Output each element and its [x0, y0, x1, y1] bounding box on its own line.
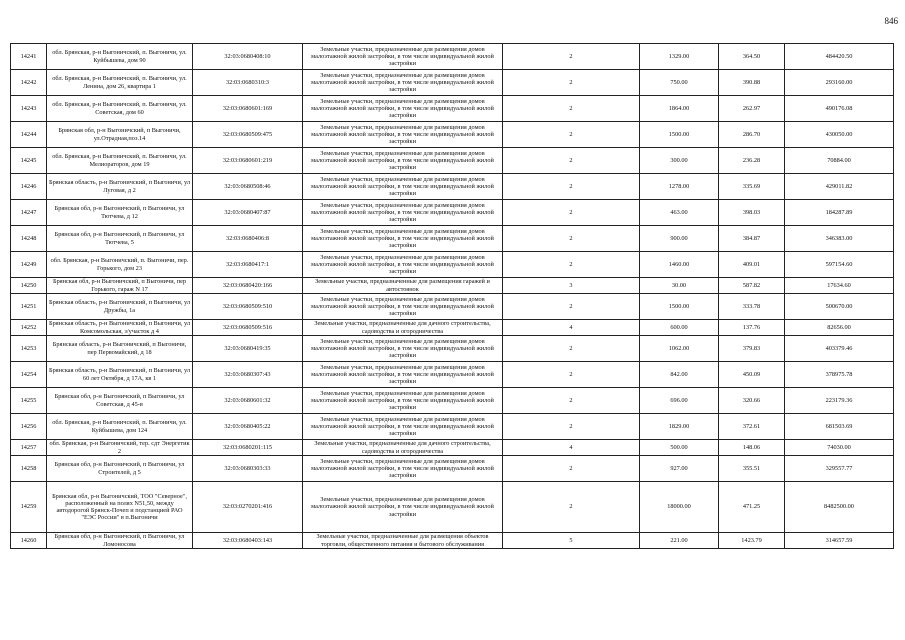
cadastral-value-cell: 314657.59 [785, 533, 894, 549]
group-cell: 2 [503, 44, 640, 70]
area-cell: 463.00 [640, 200, 719, 226]
area-cell: 1864.00 [640, 96, 719, 122]
address-cell: Брянская обл, р-н Выгоничский, п Выгоничи, ул Советская, д 45-в [47, 388, 193, 414]
address-cell: Брянская область, р-н Выгоничский, п Выгоничи, ул 60 лет Октября, д 17А, кв 1 [47, 362, 193, 388]
row-id-cell: 14250 [11, 278, 47, 294]
table-row [11, 174, 894, 200]
row-id-cell: 14254 [11, 362, 47, 388]
group-cell: 2 [503, 122, 640, 148]
group-cell: 2 [503, 456, 640, 482]
rate-cell: 379.83 [719, 336, 785, 362]
address-cell: Брянская область, р-н Выгоничский, п Выгоничи, ул Комсомольская, з/участок д 4 [47, 320, 193, 336]
table-body [11, 44, 894, 549]
row-id-cell: 14258 [11, 456, 47, 482]
rate-cell: 587.82 [719, 278, 785, 294]
table-row [11, 388, 894, 414]
group-cell: 2 [503, 414, 640, 440]
cadastral-value-cell: 681503.69 [785, 414, 894, 440]
address-cell: Брянская обл, р-н Выгоничский, п Выгоничи, ул Строителей, д 5 [47, 456, 193, 482]
area-cell: 842.00 [640, 362, 719, 388]
area-cell: 927.00 [640, 456, 719, 482]
address-cell: обл. Брянская, р-н Выгоничский, п. Выгоничи, ул. Ленина, дом 26, квартира 1 [47, 70, 193, 96]
table-row [11, 414, 894, 440]
row-id-cell: 14243 [11, 96, 47, 122]
rate-cell: 236.28 [719, 148, 785, 174]
rate-cell: 384.87 [719, 226, 785, 252]
row-id-cell: 14241 [11, 44, 47, 70]
table-row [11, 294, 894, 320]
table-row [11, 226, 894, 252]
area-cell: 18000.00 [640, 482, 719, 533]
address-cell: Брянская обл, р-н Выгоничский, п Выгоничи, ул Тютчева, 5 [47, 226, 193, 252]
cadastral-number-cell: 32:03:0680601:32 [193, 388, 303, 414]
land-use-cell: Земельные участки, предназначенные для дачного строительства, садоводства и огородничества [303, 440, 503, 456]
group-cell: 2 [503, 294, 640, 320]
group-cell: 4 [503, 320, 640, 336]
land-use-cell: Земельные участки, предназначенные для размещения домов малоэтажной жилой застройки, в том числе индивидуальной жилой застройки [303, 148, 503, 174]
group-cell: 2 [503, 174, 640, 200]
table-row [11, 122, 894, 148]
cadastral-number-cell: 32:03:0680403:143 [193, 533, 303, 549]
group-cell: 2 [503, 96, 640, 122]
address-cell: обл. Брянская, р-н Выгоничский, п. Выгоничи, ул. Куйбышева, дом 90 [47, 44, 193, 70]
cadastral-value-cell: 429011.82 [785, 174, 894, 200]
group-cell: 2 [503, 200, 640, 226]
rate-cell: 372.61 [719, 414, 785, 440]
cadastral-number-cell: 32:03:0680310:3 [193, 70, 303, 96]
area-cell: 750.00 [640, 70, 719, 96]
cadastral-number-cell: 32:03:0680405:22 [193, 414, 303, 440]
rate-cell: 409.01 [719, 252, 785, 278]
area-cell: 221.00 [640, 533, 719, 549]
area-cell: 1329.00 [640, 44, 719, 70]
land-use-cell: Земельные участки, предназначенные для размещения домов малоэтажной жилой застройки, в том числе индивидуальной жилой застройки [303, 44, 503, 70]
land-use-cell: Земельные участки, предназначенные для размещения домов малоэтажной жилой застройки, в том числе индивидуальной жилой застройки [303, 294, 503, 320]
land-use-cell: Земельные участки, предназначенные для размещения гаражей и автостоянок [303, 278, 503, 294]
row-id-cell: 14260 [11, 533, 47, 549]
land-use-cell: Земельные участки, предназначенные для дачного строительства, садоводства и огородничества [303, 320, 503, 336]
group-cell: 2 [503, 388, 640, 414]
cadastral-value-cell: 74030.00 [785, 440, 894, 456]
row-id-cell: 14247 [11, 200, 47, 226]
rate-cell: 471.25 [719, 482, 785, 533]
row-id-cell: 14248 [11, 226, 47, 252]
row-id-cell: 14245 [11, 148, 47, 174]
cadastral-value-cell: 597154.60 [785, 252, 894, 278]
land-use-cell: Земельные участки, предназначенные для размещения домов малоэтажной жилой застройки, в том числе индивидуальной жилой застройки [303, 122, 503, 148]
table-row [11, 362, 894, 388]
cadastral-number-cell: 32:03:0680601:219 [193, 148, 303, 174]
group-cell: 2 [503, 252, 640, 278]
group-cell: 2 [503, 70, 640, 96]
table-row [11, 252, 894, 278]
land-registry-table [10, 43, 894, 549]
row-id-cell: 14253 [11, 336, 47, 362]
address-cell: Брянская область, р-н Выгоничский, п Выгоничи, пер Первомайский, д 18 [47, 336, 193, 362]
cadastral-number-cell: 32:03:0680406:8 [193, 226, 303, 252]
cadastral-value-cell: 82656.00 [785, 320, 894, 336]
cadastral-value-cell: 8482500.00 [785, 482, 894, 533]
cadastral-number-cell: 32:03:0680509:516 [193, 320, 303, 336]
cadastral-number-cell: 32:03:0680509:510 [193, 294, 303, 320]
cadastral-number-cell: 32:03:0680407:87 [193, 200, 303, 226]
land-use-cell: Земельные участки, предназначенные для размещения домов малоэтажной жилой застройки, в том числе индивидуальной жилой застройки [303, 336, 503, 362]
group-cell: 2 [503, 482, 640, 533]
area-cell: 600.00 [640, 320, 719, 336]
cadastral-value-cell: 490176.08 [785, 96, 894, 122]
row-id-cell: 14257 [11, 440, 47, 456]
table-row [11, 278, 894, 294]
cadastral-number-cell: 32:03:0680420:166 [193, 278, 303, 294]
table-row [11, 44, 894, 70]
group-cell: 4 [503, 440, 640, 456]
area-cell: 1278.00 [640, 174, 719, 200]
land-use-cell: Земельные участки, предназначенные для размещения домов малоэтажной жилой застройки, в том числе индивидуальной жилой застройки [303, 252, 503, 278]
rate-cell: 335.69 [719, 174, 785, 200]
group-cell: 2 [503, 226, 640, 252]
land-use-cell: Земельные участки, предназначенные для размещения домов малоэтажной жилой застройки, в том числе индивидуальной жилой застройки [303, 414, 503, 440]
address-cell: обл. Брянская, р-н Выгоничский, п. Выгоничи, ул. Мелиораторов, дом 19 [47, 148, 193, 174]
row-id-cell: 14256 [11, 414, 47, 440]
area-cell: 1062.00 [640, 336, 719, 362]
cadastral-number-cell: 32:03:0680509:475 [193, 122, 303, 148]
rate-cell: 320.66 [719, 388, 785, 414]
address-cell: обл. Брянская, р-н Выгоничский, п. Выгоничи, пер. Горького, дом 23 [47, 252, 193, 278]
table-row [11, 440, 894, 456]
page-number: 846 [884, 16, 898, 26]
land-use-cell: Земельные участки, предназначенные для размещения домов малоэтажной жилой застройки, в том числе индивидуальной жилой застройки [303, 456, 503, 482]
group-cell: 5 [503, 533, 640, 549]
area-cell: 1500.00 [640, 122, 719, 148]
land-use-cell: Земельные участки, предназначенные для размещения домов малоэтажной жилой застройки, в том числе индивидуальной жилой застройки [303, 70, 503, 96]
land-use-cell: Земельные участки, предназначенные для размещения домов малоэтажной жилой застройки, в том числе индивидуальной жилой застройки [303, 388, 503, 414]
table-row [11, 336, 894, 362]
cadastral-value-cell: 70884.00 [785, 148, 894, 174]
rate-cell: 355.51 [719, 456, 785, 482]
cadastral-value-cell: 500670.00 [785, 294, 894, 320]
row-id-cell: 14251 [11, 294, 47, 320]
row-id-cell: 14244 [11, 122, 47, 148]
area-cell: 696.00 [640, 388, 719, 414]
land-use-cell: Земельные участки, предназначенные для размещения домов малоэтажной жилой застройки, в том числе индивидуальной жилой застройки [303, 96, 503, 122]
cadastral-number-cell: 32:03:0680417:1 [193, 252, 303, 278]
group-cell: 2 [503, 148, 640, 174]
area-cell: 1829.00 [640, 414, 719, 440]
rate-cell: 398.03 [719, 200, 785, 226]
cadastral-number-cell: 32:03:0680307:43 [193, 362, 303, 388]
address-cell: обл. Брянская, р-н Выгоничский, п. Выгоничи, ул. Куйбышева, дом 124 [47, 414, 193, 440]
table-row [11, 456, 894, 482]
table-row [11, 70, 894, 96]
cadastral-number-cell: 32:03:0680408:10 [193, 44, 303, 70]
land-use-cell: Земельные участки, предназначенные для размещения домов малоэтажной жилой застройки, в том числе индивидуальной жилой застройки [303, 226, 503, 252]
rate-cell: 1423.79 [719, 533, 785, 549]
cadastral-value-cell: 329557.77 [785, 456, 894, 482]
rate-cell: 286.70 [719, 122, 785, 148]
rate-cell: 364.50 [719, 44, 785, 70]
address-cell: Брянская область, р-н Выгоничский, п Выгоничи, ул Луговая, д 2 [47, 174, 193, 200]
area-cell: 1500.00 [640, 294, 719, 320]
cadastral-value-cell: 403379.46 [785, 336, 894, 362]
row-id-cell: 14255 [11, 388, 47, 414]
cadastral-value-cell: 484420.50 [785, 44, 894, 70]
row-id-cell: 14259 [11, 482, 47, 533]
cadastral-number-cell: 32:03:0680303:33 [193, 456, 303, 482]
row-id-cell: 14246 [11, 174, 47, 200]
rate-cell: 333.78 [719, 294, 785, 320]
rate-cell: 450.09 [719, 362, 785, 388]
table-row [11, 533, 894, 549]
land-use-cell: Земельные участки, предназначенные для размещения домов малоэтажной жилой застройки, в том числе индивидуальной жилой застройки [303, 174, 503, 200]
address-cell: Брянская обл, р-н Выгоничский, п Выгоничи, ул.Отрадная,поз.14 [47, 122, 193, 148]
row-id-cell: 14242 [11, 70, 47, 96]
cadastral-value-cell: 293160.00 [785, 70, 894, 96]
cadastral-number-cell: 32:03:0680508:46 [193, 174, 303, 200]
area-cell: 30.00 [640, 278, 719, 294]
land-use-cell: Земельные участки, предназначенные для размещения домов малоэтажной жилой застройки, в том числе индивидуальной жилой застройки [303, 482, 503, 533]
address-cell: Брянская обл, р-н Выгоничский, п Выгоничи, пер Горького, гараж N 17 [47, 278, 193, 294]
cadastral-value-cell: 223179.36 [785, 388, 894, 414]
table-row [11, 482, 894, 533]
address-cell: Брянская обл, р-н Выгоничский, п Выгоничи, ул Тютчева, д 12 [47, 200, 193, 226]
land-use-cell: Земельные участки, предназначенные для размещения домов малоэтажной жилой застройки, в том числе индивидуальной жилой застройки [303, 200, 503, 226]
group-cell: 2 [503, 362, 640, 388]
group-cell: 2 [503, 336, 640, 362]
table-row [11, 96, 894, 122]
address-cell: Брянская обл, р-н Выгоничский, ТОО "Северное", расположенный на полях N51,50, между автодорогой Брянск-Почеп и подстанцией РАО "ЕЭС России" в п.Выгоничи [47, 482, 193, 533]
cadastral-value-cell: 17634.60 [785, 278, 894, 294]
table-row [11, 148, 894, 174]
cadastral-number-cell: 32:03:0680201:115 [193, 440, 303, 456]
cadastral-value-cell: 346383.00 [785, 226, 894, 252]
address-cell: обл. Брянская, р-н Выгоничский, тер. сдт Энергетик 2 [47, 440, 193, 456]
land-use-cell: Земельные участки, предназначенные для размещения домов малоэтажной жилой застройки, в том числе индивидуальной жилой застройки [303, 362, 503, 388]
table-row [11, 320, 894, 336]
rate-cell: 390.88 [719, 70, 785, 96]
address-cell: Брянская обл, р-н Выгоничский, п Выгоничи, ул Ломоносова [47, 533, 193, 549]
address-cell: Брянская область, р-н Выгоничский, п Выгоничи, ул Дружбы, 1а [47, 294, 193, 320]
area-cell: 900.00 [640, 226, 719, 252]
rate-cell: 262.97 [719, 96, 785, 122]
group-cell: 3 [503, 278, 640, 294]
address-cell: обл. Брянская, р-н Выгоничский, п. Выгоничи, ул. Советская, дом 60 [47, 96, 193, 122]
row-id-cell: 14252 [11, 320, 47, 336]
rate-cell: 148.06 [719, 440, 785, 456]
area-cell: 500.00 [640, 440, 719, 456]
cadastral-value-cell: 430050.00 [785, 122, 894, 148]
area-cell: 1460.00 [640, 252, 719, 278]
row-id-cell: 14249 [11, 252, 47, 278]
table-row [11, 200, 894, 226]
area-cell: 300.00 [640, 148, 719, 174]
cadastral-number-cell: 32:03:0270201:416 [193, 482, 303, 533]
cadastral-value-cell: 378975.78 [785, 362, 894, 388]
cadastral-number-cell: 32:03:0680419:35 [193, 336, 303, 362]
land-use-cell: Земельные участки, предназначенные для размещения объектов торговли, общественного питания и бытового обслуживания [303, 533, 503, 549]
cadastral-number-cell: 32:03:0680601:169 [193, 96, 303, 122]
rate-cell: 137.76 [719, 320, 785, 336]
cadastral-value-cell: 184287.89 [785, 200, 894, 226]
